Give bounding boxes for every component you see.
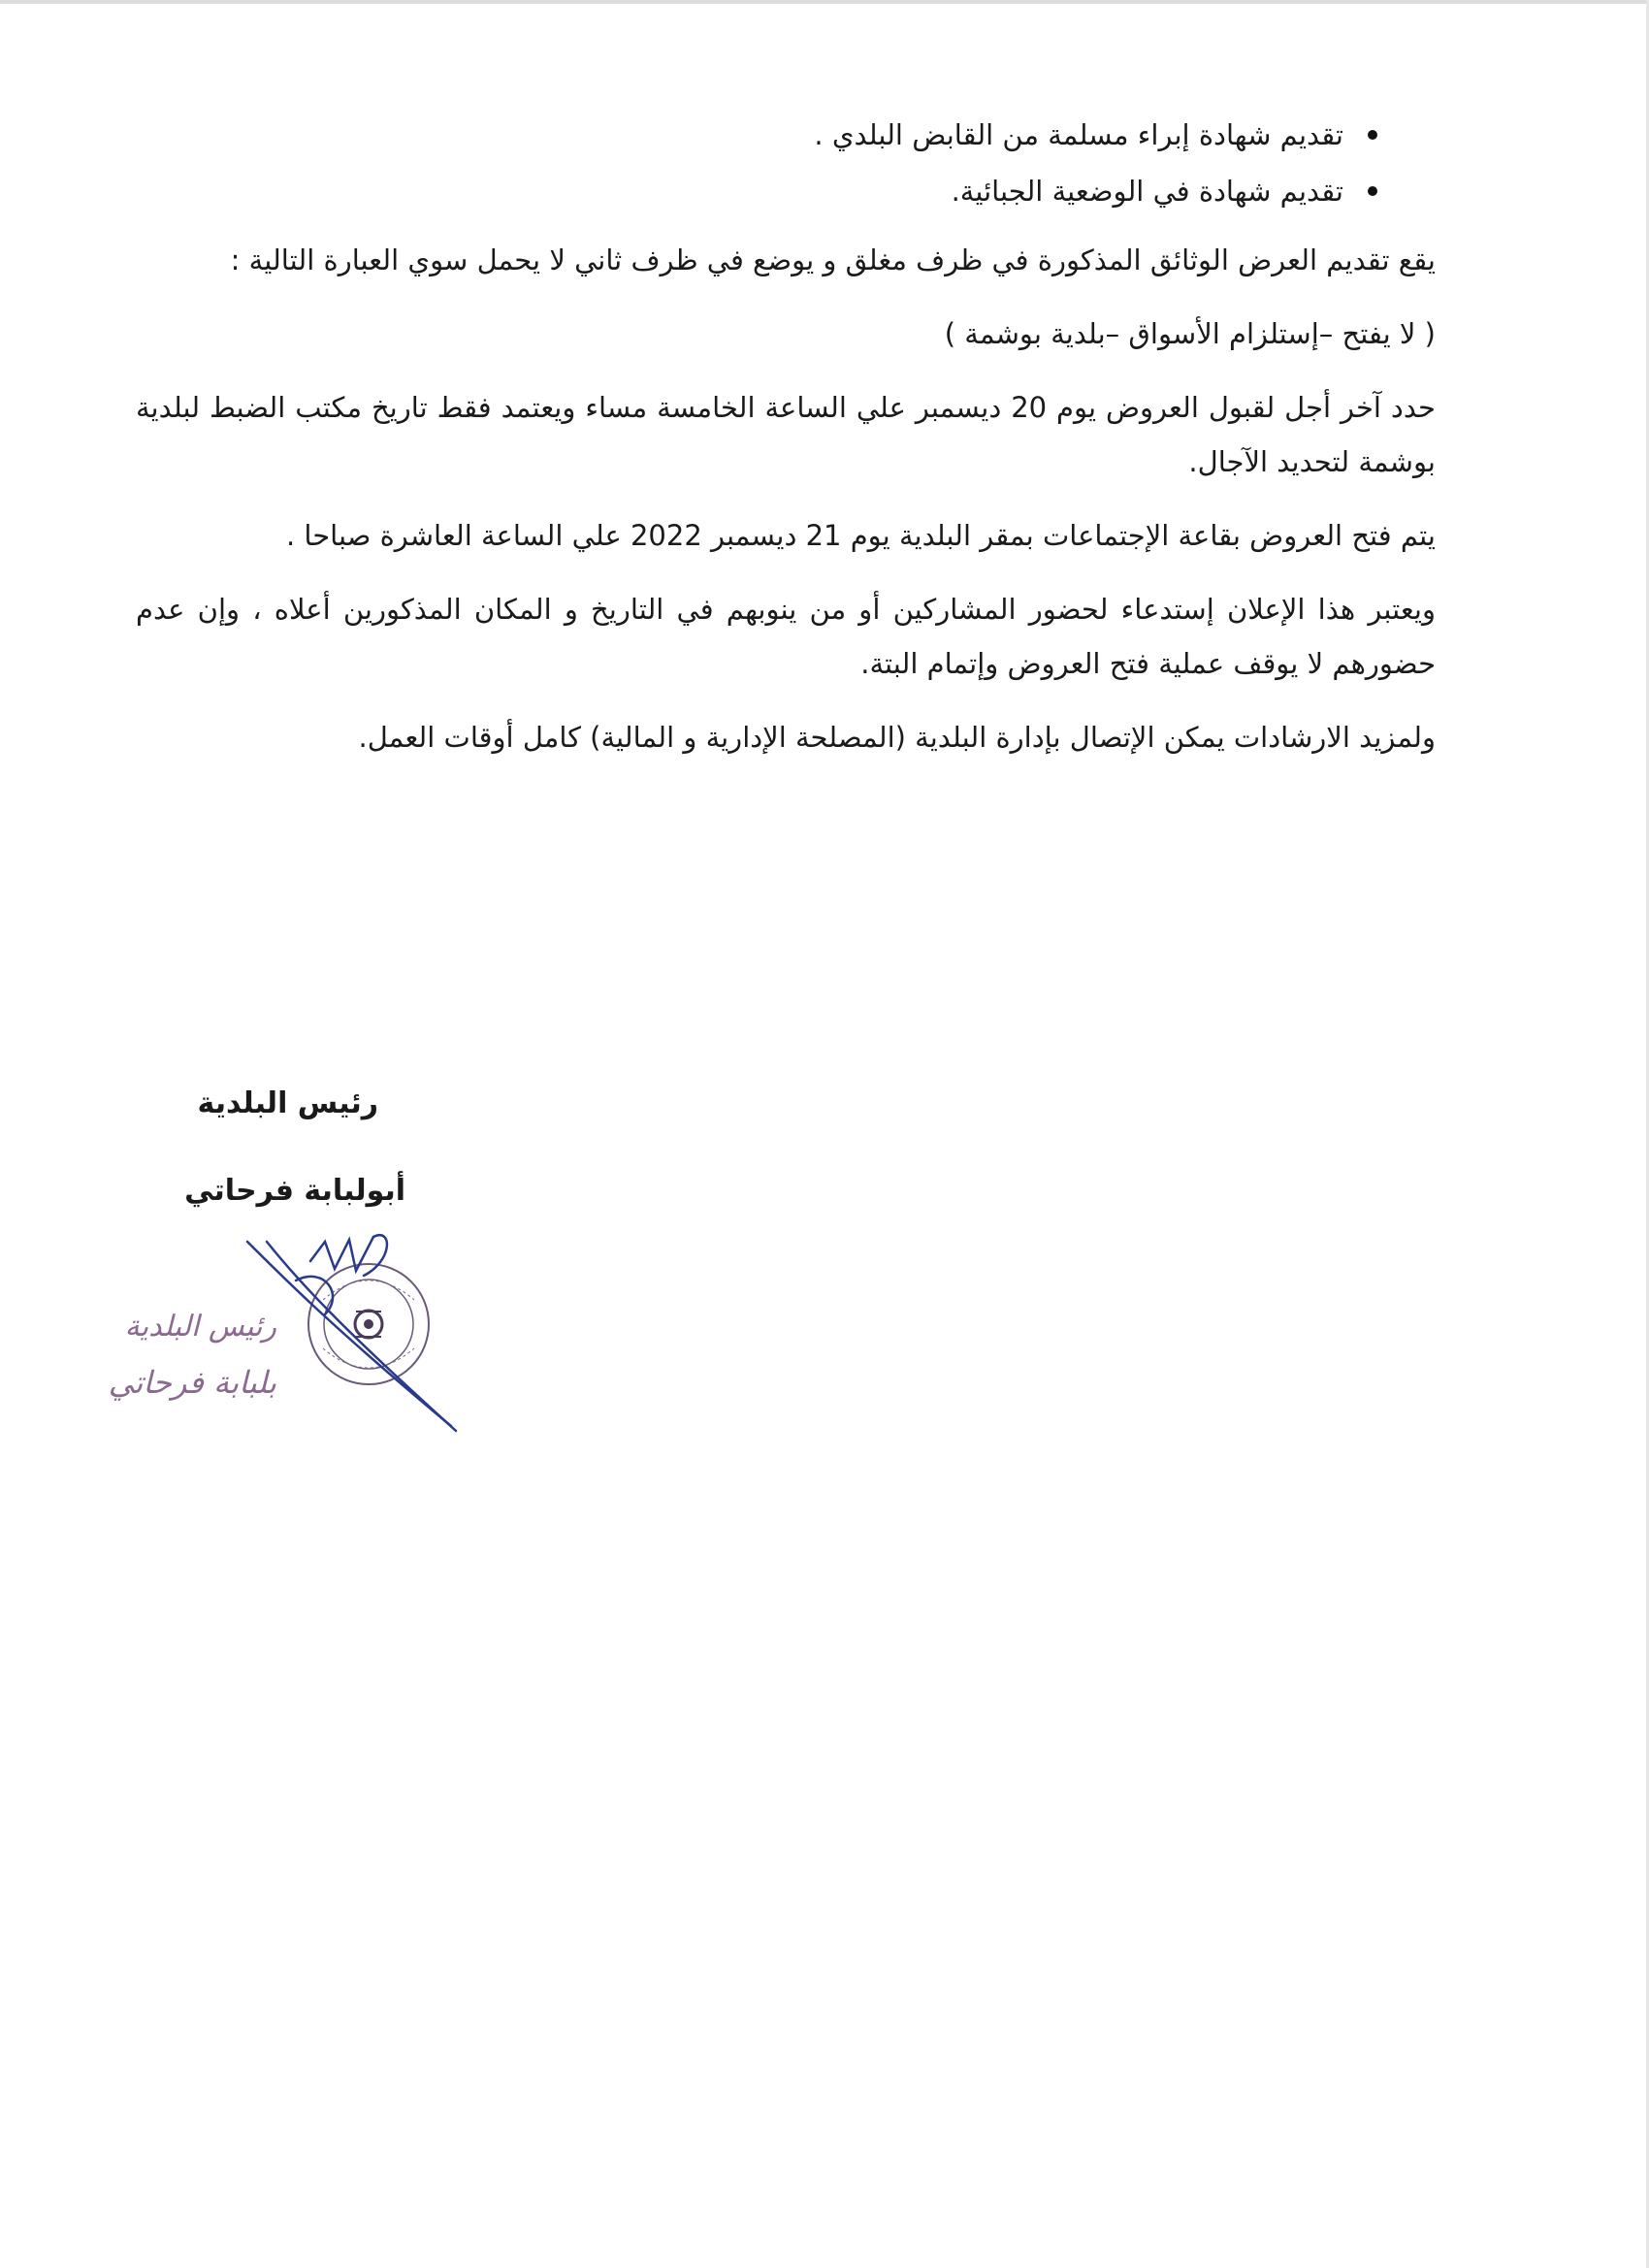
invitation-paragraph: ويعتبر هذا الإعلان إستدعاء لحضور المشاركين أو من ينوبهم في التاريخ و المكان المذكورين أعلاه ، وإن عدم حضورهم لا يوقف عملية فتح العروض وإتمام البتة. [136, 593, 1436, 680]
page-top-edge [0, 0, 1649, 4]
stamp-handwritten-title: رئيس البلدية [124, 1310, 276, 1344]
stamp-handwritten-name: بلبابة فرحاتي [108, 1364, 276, 1401]
envelope-label: ( لا يفتح –إستلزام الأسواق –بلدية بوشمة ) [944, 317, 1436, 350]
requirements-list [136, 107, 1436, 219]
bullet-icon [1368, 186, 1377, 196]
stamp-and-signature [102, 1222, 470, 1445]
deadline-paragraph: حدد آخر أجل لقبول العروض يوم 20 ديسمبر علي الساعة الخامسة مساء ويعتمد فقط تاريخ مكتب الضبط لبلدية بوشمة لتحديد الآجال. [136, 391, 1436, 478]
list-item-text: تقديم شهادة إبراء مسلمة من القابض البلدي . [814, 118, 1343, 151]
signatory-name: أبولبابة فرحاتي [184, 1174, 405, 1208]
pen-signature-icon [247, 1235, 456, 1431]
document-body [136, 107, 1436, 784]
list-item-text: تقديم شهادة في الوضعية الجبائية. [951, 175, 1343, 208]
contact-paragraph: ولمزيد الارشادات يمكن الإتصال بإدارة البلدية (المصلحة الإدارية و المالية) كامل أوقات العمل. [358, 721, 1436, 754]
signatory-title: رئيس البلدية [197, 1086, 378, 1120]
envelope-instructions: يقع تقديم العرض الوثائق المذكورة في ظرف مغلق و يوضع في ظرف ثاني لا يحمل سوي العبارة التالية : [230, 243, 1436, 276]
bullet-icon [1368, 130, 1377, 140]
list-item [136, 107, 1436, 163]
list-item [136, 163, 1436, 219]
opening-paragraph: يتم فتح العروض بقاعة الإجتماعات بمقر البلدية يوم 21 ديسمبر 2022 علي الساعة العاشرة صباحا . [285, 519, 1436, 552]
